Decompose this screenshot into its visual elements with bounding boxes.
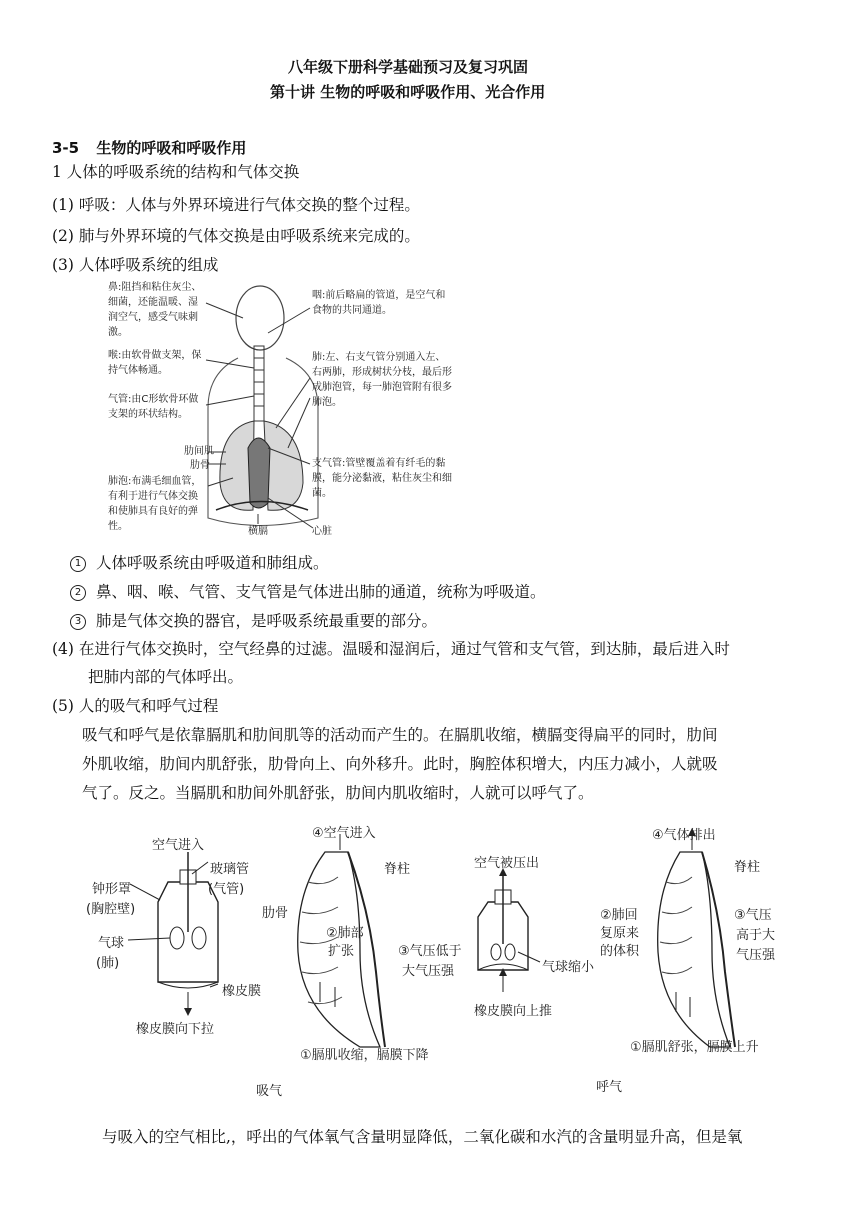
- label-chest-wall: (胸腔壁): [86, 902, 136, 917]
- label-balloon-shrink: 气球缩小: [542, 960, 595, 975]
- label-lung-recover-1: ②肺回: [600, 908, 638, 923]
- line-2: (1) 呼吸：人体与外界环境进行气体交换的整个过程。: [52, 196, 420, 214]
- label-pressure-high-1: ③气压: [734, 908, 772, 923]
- label-lung-expand-1: ②肺部: [326, 926, 364, 941]
- label-nose: 鼻:阻挡和粘住灰尘、细菌，还能温暖、湿润空气，感受气味刺激。: [108, 282, 202, 338]
- label-lung-recover-3: 的体积: [600, 944, 640, 959]
- section-number: 3-5: [52, 139, 80, 157]
- list-number: 1: [70, 556, 86, 572]
- label-lung: 肺:左、右支气管分别通入左、右两肺，形成树状分枝，最后形成肺泡管，每一肺泡管附有很多肺泡。: [312, 352, 452, 408]
- label-larynx: 喉:由软骨做支架，保持气体畅通。: [108, 350, 202, 376]
- last-line: 与吸入的空气相比,，呼出的气体氧气含量明显降低，二氧化碳和水汽的含量明显升高，但是氧: [102, 1128, 743, 1146]
- line-3: (2) 肺与外界环境的气体交换是由呼吸系统来完成的。: [52, 227, 420, 245]
- label-bronchus: 支气管:管壁覆盖着有纤毛的黏膜，能分泌黏液，粘住灰尘和细菌。: [312, 458, 452, 499]
- label-push-up: 橡皮膜向上推: [474, 1004, 553, 1019]
- list-text: 鼻、咽、喉、气管、支气管是气体进出肺的通道，统称为呼吸道。: [96, 583, 546, 601]
- section-title: 生物的呼吸和呼吸作用: [96, 139, 247, 157]
- label-pressure-high-2: 高于大: [736, 928, 776, 943]
- label-pressure-high-3: 气压强: [736, 948, 776, 963]
- para-5-body-3: 气了。反之。当膈肌和肋间外肌舒张，肋间内肌收缩时，人就可以呼气了。: [82, 784, 594, 802]
- list-text: 人体呼吸系统由呼吸道和肺组成。: [96, 554, 329, 572]
- label-pressure-low-1: ③气压低于: [398, 944, 462, 959]
- breathing-figure: [80, 822, 800, 1102]
- label-air-in: 空气进入: [152, 838, 205, 853]
- list-number: 3: [70, 614, 86, 630]
- list-item: [70, 548, 329, 578]
- list-item: [70, 577, 546, 607]
- label-diaphragm: 横膈: [248, 526, 268, 537]
- list-number: 2: [70, 585, 86, 601]
- para-5-body-1: 吸气和呼气是依靠膈肌和肋间肌等的活动而产生的。在膈肌收缩，横膈变得扁平的同时，肋间: [82, 726, 718, 744]
- label-rib: 肋骨: [190, 460, 210, 471]
- para-4-line-1: (4) 在进行气体交换时，空气经鼻的过滤。温暖和湿润后，通过气管和支气管，到达肺，最后进入时: [52, 640, 730, 658]
- label-alveoli: 肺泡:布满毛细血管，有利于进行气体交换和使肺具有良好的弹性。: [108, 476, 202, 532]
- label-pharynx: 咽:前后略扁的管道，是空气和食物的共同通道。: [312, 290, 446, 316]
- label-spine: 脊柱: [384, 862, 411, 877]
- para-5-heading: (5) 人的吸气和呼气过程: [52, 697, 219, 715]
- line-4: (3) 人体呼吸系统的组成: [52, 256, 219, 274]
- line-1: 1 人体的呼吸系统的结构和气体交换: [52, 163, 300, 181]
- label-pull-down: 橡皮膜向下拉: [136, 1022, 215, 1037]
- label-heart: 心脏: [312, 526, 332, 537]
- label-trachea: 气管:由C形软骨环做支架的环状结构。: [108, 394, 199, 420]
- label-lung-expand-2: 扩张: [328, 944, 355, 959]
- label-trachea-paren: (气管): [208, 882, 245, 897]
- label-lung-paren: (肺): [96, 956, 120, 971]
- label-gas-out: ④气体排出: [652, 828, 716, 843]
- section-heading: [52, 137, 246, 158]
- label-rubber: 橡皮膜: [222, 984, 262, 999]
- label-diaphragm-contract: ①膈肌收缩，膈膜下降: [300, 1048, 429, 1063]
- label-balloon: 气球: [98, 936, 125, 951]
- label-glass-tube: 玻璃管: [210, 862, 250, 877]
- label-pressure-low-2: 大气压强: [402, 964, 455, 979]
- label-inhale: 吸气: [256, 1084, 283, 1099]
- list-text: 肺是气体交换的器官，是呼吸系统最重要的部分。: [96, 612, 438, 630]
- list-item: [70, 606, 437, 636]
- label-intercostal: 肋间肌: [184, 446, 214, 457]
- label-air-in-4: ④空气进入: [312, 826, 376, 841]
- label-rib-2: 肋骨: [262, 906, 289, 921]
- para-5-body-2: 外肌收缩，肋间内肌舒张，肋骨向上、向外移升。此时，胸腔体积增大，内压力减小，人就吸: [82, 755, 718, 773]
- label-lung-recover-2: 复原来: [600, 926, 640, 941]
- lecture-title: 第十讲 生物的呼吸和呼吸作用、光合作用: [270, 83, 546, 101]
- doc-title: 八年级下册科学基础预习及复习巩固: [288, 58, 529, 76]
- label-air-out: 空气被压出: [474, 856, 540, 871]
- label-spine-2: 脊柱: [734, 860, 761, 875]
- respiratory-system-figure: [108, 278, 458, 540]
- label-bell-jar: 钟形罩: [92, 882, 132, 897]
- label-diaphragm-relax: ①膈肌舒张，膈膜上升: [630, 1040, 759, 1055]
- label-exhale: 呼气: [596, 1080, 623, 1095]
- para-4-line-2: 把肺内部的气体呼出。: [88, 668, 244, 686]
